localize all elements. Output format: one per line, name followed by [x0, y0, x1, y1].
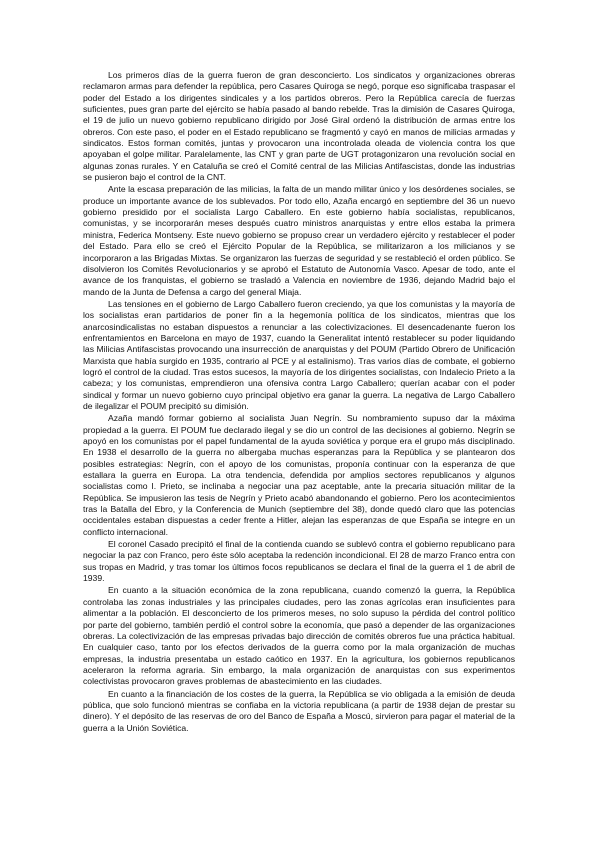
paragraph-7: En cuanto a la financiación de los costes de la guerra, la República se vio obligada a la emisión de deuda pública, que solo funcionó mientras se confiaba en la victoria republicana (a partir de 1938 dejan de prestar su dinero). Y el depósito de las reservas de oro del Banco de España a Moscú, sirvieron para pagar el material de la guerra a la Unión Soviética. [83, 688, 515, 733]
paragraph-3: Las tensiones en el gobierno de Largo Caballero fueron creciendo, ya que los comunistas y la mayoría de los socialistas eran partidarios de poner fin a la hegemonía política de los sindicatos, mientras que los anarcosindicalistas no estaban dispuestos a renunciar a las colectivizaciones. El desencadenante fueron los enfrentamientos en Barcelona en mayo de 1937, cuando la Generalitat intentó restablecer su poder liquidando las Milicias Antifascistas provocando una insurrección de anarquistas y del POUM (Partido Obrero de Unificación Marxista que había surgido en 1935, contrario al PCE y al estalinismo). Tras varios días de combate, el gobierno logró el control de la ciudad. Tras estos sucesos, la mayoría de los dirigentes socialistas, con Indalecio Prieto a la cabeza; y los comunistas, emprendieron una ofensiva contra Largo Caballero; querían acabar con el poder sindical y formar un nuevo gobierno cuyo principal objetivo era ganar la guerra. La negativa de Largo Caballero de ilegalizar el POUM precipitó su dimisión. [83, 298, 515, 411]
paragraph-2: Ante la escasa preparación de las milicias, la falta de un mando militar único y los desórdenes sociales, se produce un importante avance de los sublevados. Por todo ello, Azaña encargó en septiembre del 36 un nuevo gobierno presidido por el socialista Largo Caballero. En este gobierno había socialistas, republicanos, comunistas, y se incorporarán meses después cuatro ministros anarquistas y entre ellos estaba la primera ministra, Federica Montseny. Este nuevo gobierno se propuso crear un verdadero ejército y restablecer el poder del Estado. Para ello se creó el Ejército Popular de la República, se militarizaron a los milicianos y se incorporaron a las Brigadas Mixtas. Se organizaron las fuerzas de seguridad y se restableció el orden público. Se disolvieron los Comités Revolucionarios y se aprobó el Estatuto de Autonomía Vasco. Apesar de todo, ante el avance de los franquistas, el gobierno se trasladó a Valencia en noviembre de 1936, dejando Madrid bajo el mando de la Junta de Defensa a cargo del general Miaja. [83, 184, 515, 297]
paragraph-6: En cuanto a la situación económica de la zona republicana, cuando comenzó la guerra, la República controlaba las zonas industriales y las principales ciudades, pero las zonas agrícolas eran insuficientes para alimentar a la población. El desconcierto de los primeros meses, no solo supuso la pérdida del control político por parte del gobierno, también perdió el control sobre la economía, que pasó a depender de las organizaciones obreras. La colectivización de las empresas privadas bajo dirección de comités obreros fue una práctica habitual. En cualquier caso, tanto por los efectos derivados de la guerra como por la mala organización de muchas empresas, la industria presentaba un estado caótico en 1937. En la agricultura, los gobiernos republicanos aceleraron la reforma agraria. Sin embargo, la mala organización de anarquistas con sus experimentos colectivistas provocaron graves problemas de abastecimiento en las ciudades. [83, 585, 515, 687]
paragraph-1: Los primeros días de la guerra fueron de gran desconcierto. Los sindicatos y organizaciones obreras reclamaron armas para defender la república, pero Casares Quiroga se negó, porque eso significaba traspasar el poder del Estado a los dirigentes sindicales y a los partidos obreros. Pero la República carecía de fuerzas suficientes, pues gran parte del ejército se había pasado al bando rebelde. Tras la dimisión de Casares Quiroga, el 19 de julio un nuevo gobierno republicano dirigido por José Giral ordenó la distribución de armas entre los obreros. Con este paso, el poder en el Estado republicano se fragmentó y cayó en manos de milicias armadas y sindicatos. Estos forman comités, juntas y provocaron una incontrolada oleada de violencia contra los que apoyaban el golpe militar. Paralelamente, las CNT y gran parte de UGT protagonizaron una revolución social en algunas zonas rurales. Y en Cataluña se creó el Comité central de las Milicias Antifascistas, donde las industrias se pusieron bajo el control de la CNT. [83, 70, 515, 183]
document-page [83, 70, 515, 735]
paragraph-4: Azaña mandó formar gobierno al socialista Juan Negrín. Su nombramiento supuso dar la máxima propiedad a la guerra. El POUM fue declarado ilegal y se dio un control de las decisiones al gobierno. Negrín se apoyó en los comunistas por el papel fundamental de la ayuda soviética y porque era el grupo más disciplinado. En 1938 el desarrollo de la guerra no albergaba muchas esperanzas para la República y se plantearon dos posibles estrategias: Negrín, con el apoyo de los comunistas, proponía continuar con la esperanza de que estallara la guerra en Europa. La otra tendencia, defendida por amplios sectores republicanos y algunos socialistas como I. Prieto, se inclinaba a negociar una paz aceptable, ante la precaria situación militar de la República. Se impusieron las tesis de Negrín y Prieto acabó abandonando el gobierno. Pero los acontecimientos tras la Batalla del Ebro, y la Conferencia de Munich (septiembre del 38), donde quedó claro que las potencias occidentales estaban dispuestas a ceder frente a Hitler, alejan las esperanzas de que España se integre en un conflicto internacional. [83, 413, 515, 537]
paragraph-5: El coronel Casado precipitó el final de la contienda cuando se sublevó contra el gobierno republicano para negociar la paz con Franco, pero éste sólo aceptaba la redención incondicional. El 28 de marzo Franco entra con sus tropas en Madrid, y tras tomar los últimos focos republicanos se declara el final de la guerra el 1 de abril de 1939. [83, 539, 515, 584]
